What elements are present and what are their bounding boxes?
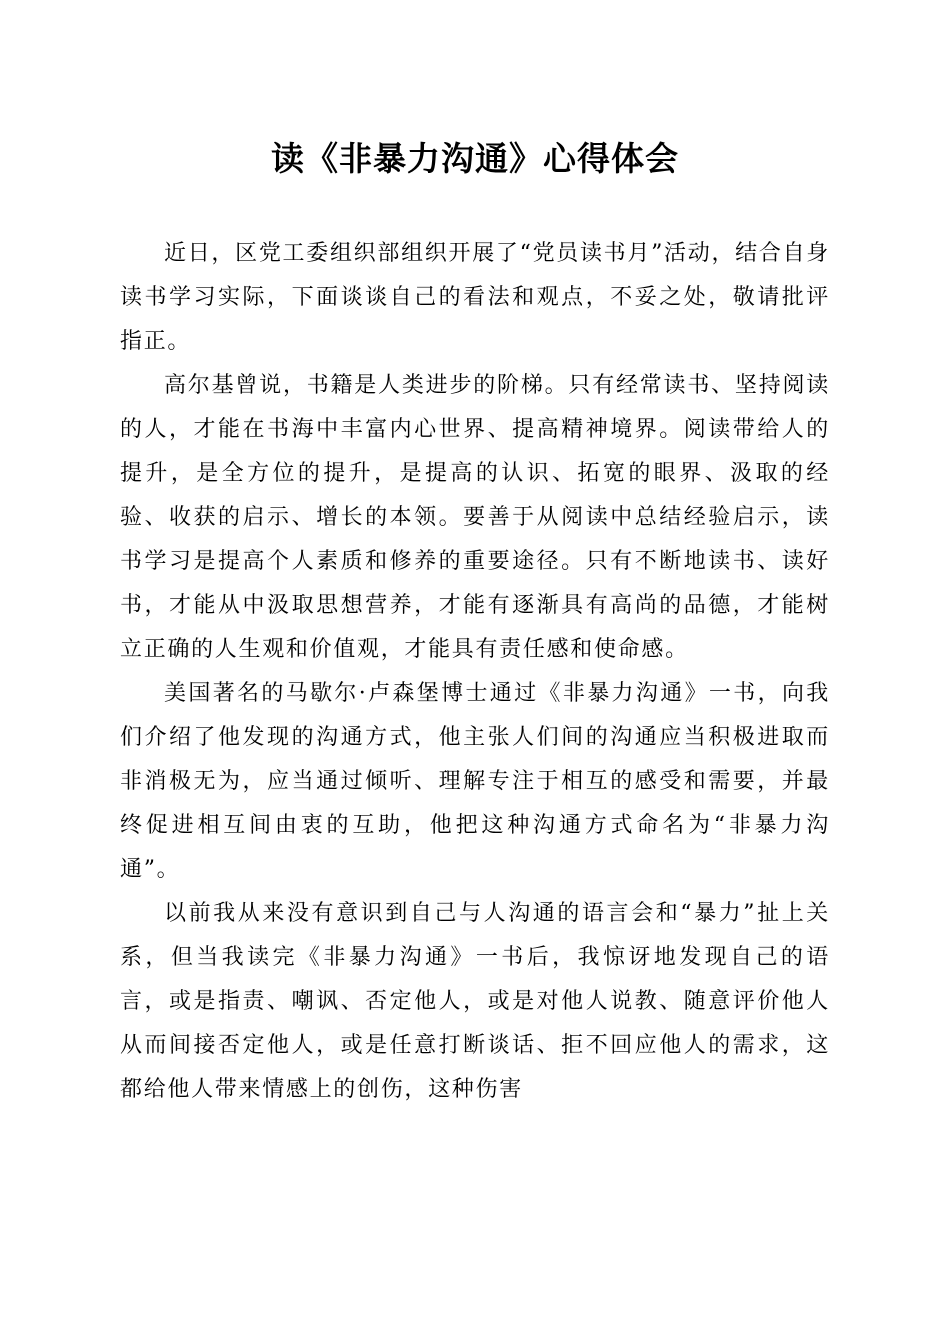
paragraph-3: 美国著名的马歇尔·卢森堡博士通过《非暴力沟通》一书，向我们介绍了他发现的沟通方式，他主张人们间的沟通应当积极进取而非消极无为，应当通过倾听、理解专注于相互的感受和需要，并最终促进相互间由衷的互助，他把这种沟通方式命名为“非暴力沟通”。 [120, 681, 830, 882]
paragraph-4: 以前我从来没有意识到自己与人沟通的语言会和“暴力”扯上关系，但当我读完《非暴力沟通》一书后，我惊讶地发现自己的语言，或是指责、嘲讽、否定他人，或是对他人说教、随意评价他人从而间接否定他人，或是任意打断谈话、拒不回应他人的需求，这都给他人带来情感上的创伤，这种伤害 [120, 901, 830, 1102]
paragraph-2: 高尔基曾说，书籍是人类进步的阶梯。只有经常读书、坚持阅读的人，才能在书海中丰富内心世界、提高精神境界。阅读带给人的提升，是全方位的提升，是提高的认识、拓宽的眼界、汲取的经验、收获的启示、增长的本领。要善于从阅读中总结经验启示，读书学习是提高个人素质和修养的重要途径。只有不断地读书、读好书，才能从中汲取思想营养，才能有逐渐具有高尚的品德，才能树立正确的人生观和价值观，才能具有责任感和使命感。 [120, 373, 830, 662]
paragraph-1: 近日，区党工委组织部组织开展了“党员读书月”活动，结合自身读书学习实际，下面谈谈自己的看法和观点，不妥之处，敬请批评指正。 [120, 241, 830, 354]
document-body [120, 232, 830, 1112]
document-title: 读《非暴力沟通》心得体会 [271, 139, 679, 178]
